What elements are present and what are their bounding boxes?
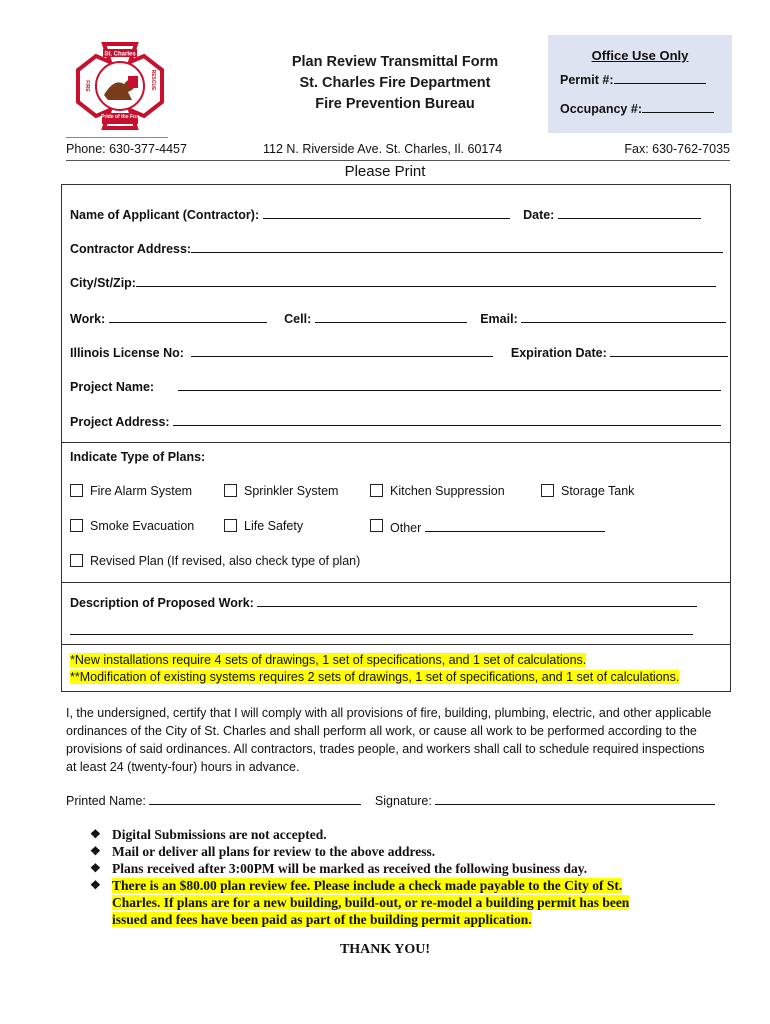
instruction-item (90, 826, 690, 843)
other-label: Other (390, 521, 422, 535)
please-print: Please Print (344, 163, 426, 180)
cell-label: Cell: (284, 312, 312, 326)
storage-tank-label: Storage Tank (561, 484, 635, 498)
kitchen-label: Kitchen Suppression (390, 484, 505, 498)
diamond-bullet-icon: ❖ (90, 844, 101, 858)
description-input-line-2[interactable] (70, 622, 693, 635)
instruction-item (90, 843, 690, 860)
work-input[interactable] (109, 310, 267, 323)
plans-label: Indicate Type of Plans: (70, 450, 206, 464)
life-safety-label: Life Safety (244, 519, 304, 533)
sprinkler-checkbox[interactable] (224, 484, 237, 497)
printed-name-input[interactable] (149, 792, 361, 805)
project-name-input[interactable] (178, 378, 721, 391)
project-name-row (70, 378, 721, 394)
instruction-deadline: Plans received after 3:00PM will be marked as received the following business day. (112, 861, 588, 876)
department-address: 112 N. Riverside Ave. St. Charles, Il. 60174 (263, 142, 503, 156)
maltese-cross-icon (74, 40, 166, 132)
applicant-row (70, 206, 701, 222)
permit-label: Permit #: (560, 73, 614, 87)
fire-alarm-checkbox[interactable] (70, 484, 83, 497)
life-safety-checkbox[interactable] (224, 519, 237, 532)
signature-input[interactable] (435, 792, 715, 805)
thank-you: THANK YOU! (339, 942, 431, 957)
license-input[interactable] (191, 344, 493, 357)
permit-input[interactable] (614, 71, 706, 84)
city-label: City/St/Zip: (70, 276, 136, 290)
smoke-evac-label: Smoke Evacuation (90, 519, 195, 533)
expiration-label: Expiration Date: (510, 346, 607, 360)
contractor-address-label: Contractor Address: (70, 242, 192, 256)
instruction-mail: Mail or deliver all plans for review to the above address. (112, 844, 436, 859)
email-input[interactable] (521, 310, 726, 323)
smoke-evac-checkbox[interactable] (70, 519, 83, 532)
city-row (70, 274, 716, 290)
date-input[interactable] (558, 206, 701, 219)
department-name: St. Charles Fire Department (299, 75, 491, 91)
occupancy-field[interactable] (560, 100, 714, 116)
project-address-label: Project Address: (70, 415, 170, 429)
applicant-input[interactable] (263, 206, 510, 219)
occupancy-label: Occupancy #: (560, 102, 642, 116)
note-modifications: **Modification of existing systems requires 2 sets of drawings, 1 set of specifications, and 1 set of calculations. (70, 670, 680, 684)
form-title: Plan Review Transmittal Form (291, 54, 499, 70)
description-label: Description of Proposed Work: (70, 596, 254, 610)
certification-text: I, the undersigned, certify that I will comply with all provisions of fire, building, plumbing, electric, and other applicable ordinances of the City of St. Charles and shall perform all work, or cause all work to be performed according to the provisions of said ordinances. All contractors, trades people, and workers shall call to schedule required inspections at least 24 (twenty-four) hours in advance. (66, 706, 712, 774)
storage-tank-checkbox[interactable] (541, 484, 554, 497)
license-row (70, 344, 728, 360)
expiration-input[interactable] (610, 344, 728, 357)
header-divider (66, 160, 730, 161)
logo-left-text: FIRE (84, 80, 90, 92)
office-use-title: Office Use Only (591, 48, 689, 63)
instruction-item (90, 860, 690, 877)
occupancy-input[interactable] (642, 100, 714, 113)
logo-underline (66, 137, 168, 138)
project-address-input[interactable] (173, 413, 721, 426)
note-new-installations: *New installations require 4 sets of drawings, 1 set of specifications, and 1 set of calculations. (70, 653, 587, 667)
contractor-address-row (70, 240, 723, 256)
date-label: Date: (523, 208, 555, 222)
permit-field[interactable] (560, 71, 706, 87)
project-address-row (70, 413, 721, 429)
fax: Fax: 630-762-7035 (624, 142, 730, 156)
other-checkbox[interactable] (370, 519, 383, 532)
sprinkler-label: Sprinkler System (244, 484, 339, 498)
printed-name-label: Printed Name: (66, 794, 146, 808)
instruction-fee: There is an $80.00 plan review fee. Please include a check made payable to the City of St. Charles. If plans are for a new building, build-out, or re-model a building permit has been issued and fees have been paid as part of the building permit application. (112, 878, 630, 927)
diamond-bullet-icon: ❖ (90, 827, 101, 841)
phone-row (70, 310, 726, 326)
kitchen-checkbox[interactable] (370, 484, 383, 497)
logo-right-text: RESCUE (150, 69, 156, 91)
fire-department-logo (74, 40, 166, 132)
instruction-digital: Digital Submissions are not accepted. (112, 827, 327, 842)
license-label: Illinois License No: (70, 346, 184, 360)
fire-alarm-label: Fire Alarm System (90, 484, 193, 498)
signature-row (66, 792, 715, 808)
logo-bottom-text: Pride of the Fox (101, 114, 139, 120)
phone: Phone: 630-377-4457 (66, 142, 187, 156)
work-label: Work: (70, 312, 106, 326)
logo-top-text: St. Charles (104, 51, 136, 58)
section-divider-2 (62, 582, 730, 583)
section-divider-3 (62, 644, 730, 645)
office-use-box (548, 35, 732, 133)
other-row (390, 519, 605, 535)
project-name-label: Project Name: (70, 380, 155, 394)
city-input[interactable] (136, 274, 716, 287)
email-label: Email: (480, 312, 518, 326)
other-input[interactable] (425, 519, 605, 532)
revised-plan-checkbox[interactable] (70, 554, 83, 567)
form-header (250, 52, 540, 115)
instruction-item (90, 877, 690, 928)
cell-input[interactable] (315, 310, 467, 323)
diamond-bullet-icon: ❖ (90, 861, 101, 875)
diamond-bullet-icon: ❖ (90, 878, 101, 892)
form-box (61, 184, 731, 692)
section-divider (62, 442, 730, 443)
applicant-label: Name of Applicant (Contractor): (70, 208, 260, 222)
signature-label: Signature: (374, 794, 432, 808)
contractor-address-input[interactable] (191, 240, 723, 253)
instructions-list (90, 826, 690, 928)
revised-plan-label: Revised Plan (If revised, also check type of plan) (90, 554, 361, 568)
bureau-name: Fire Prevention Bureau (315, 96, 475, 112)
notes (70, 652, 679, 686)
description-row (70, 594, 697, 610)
description-input[interactable] (257, 594, 697, 607)
